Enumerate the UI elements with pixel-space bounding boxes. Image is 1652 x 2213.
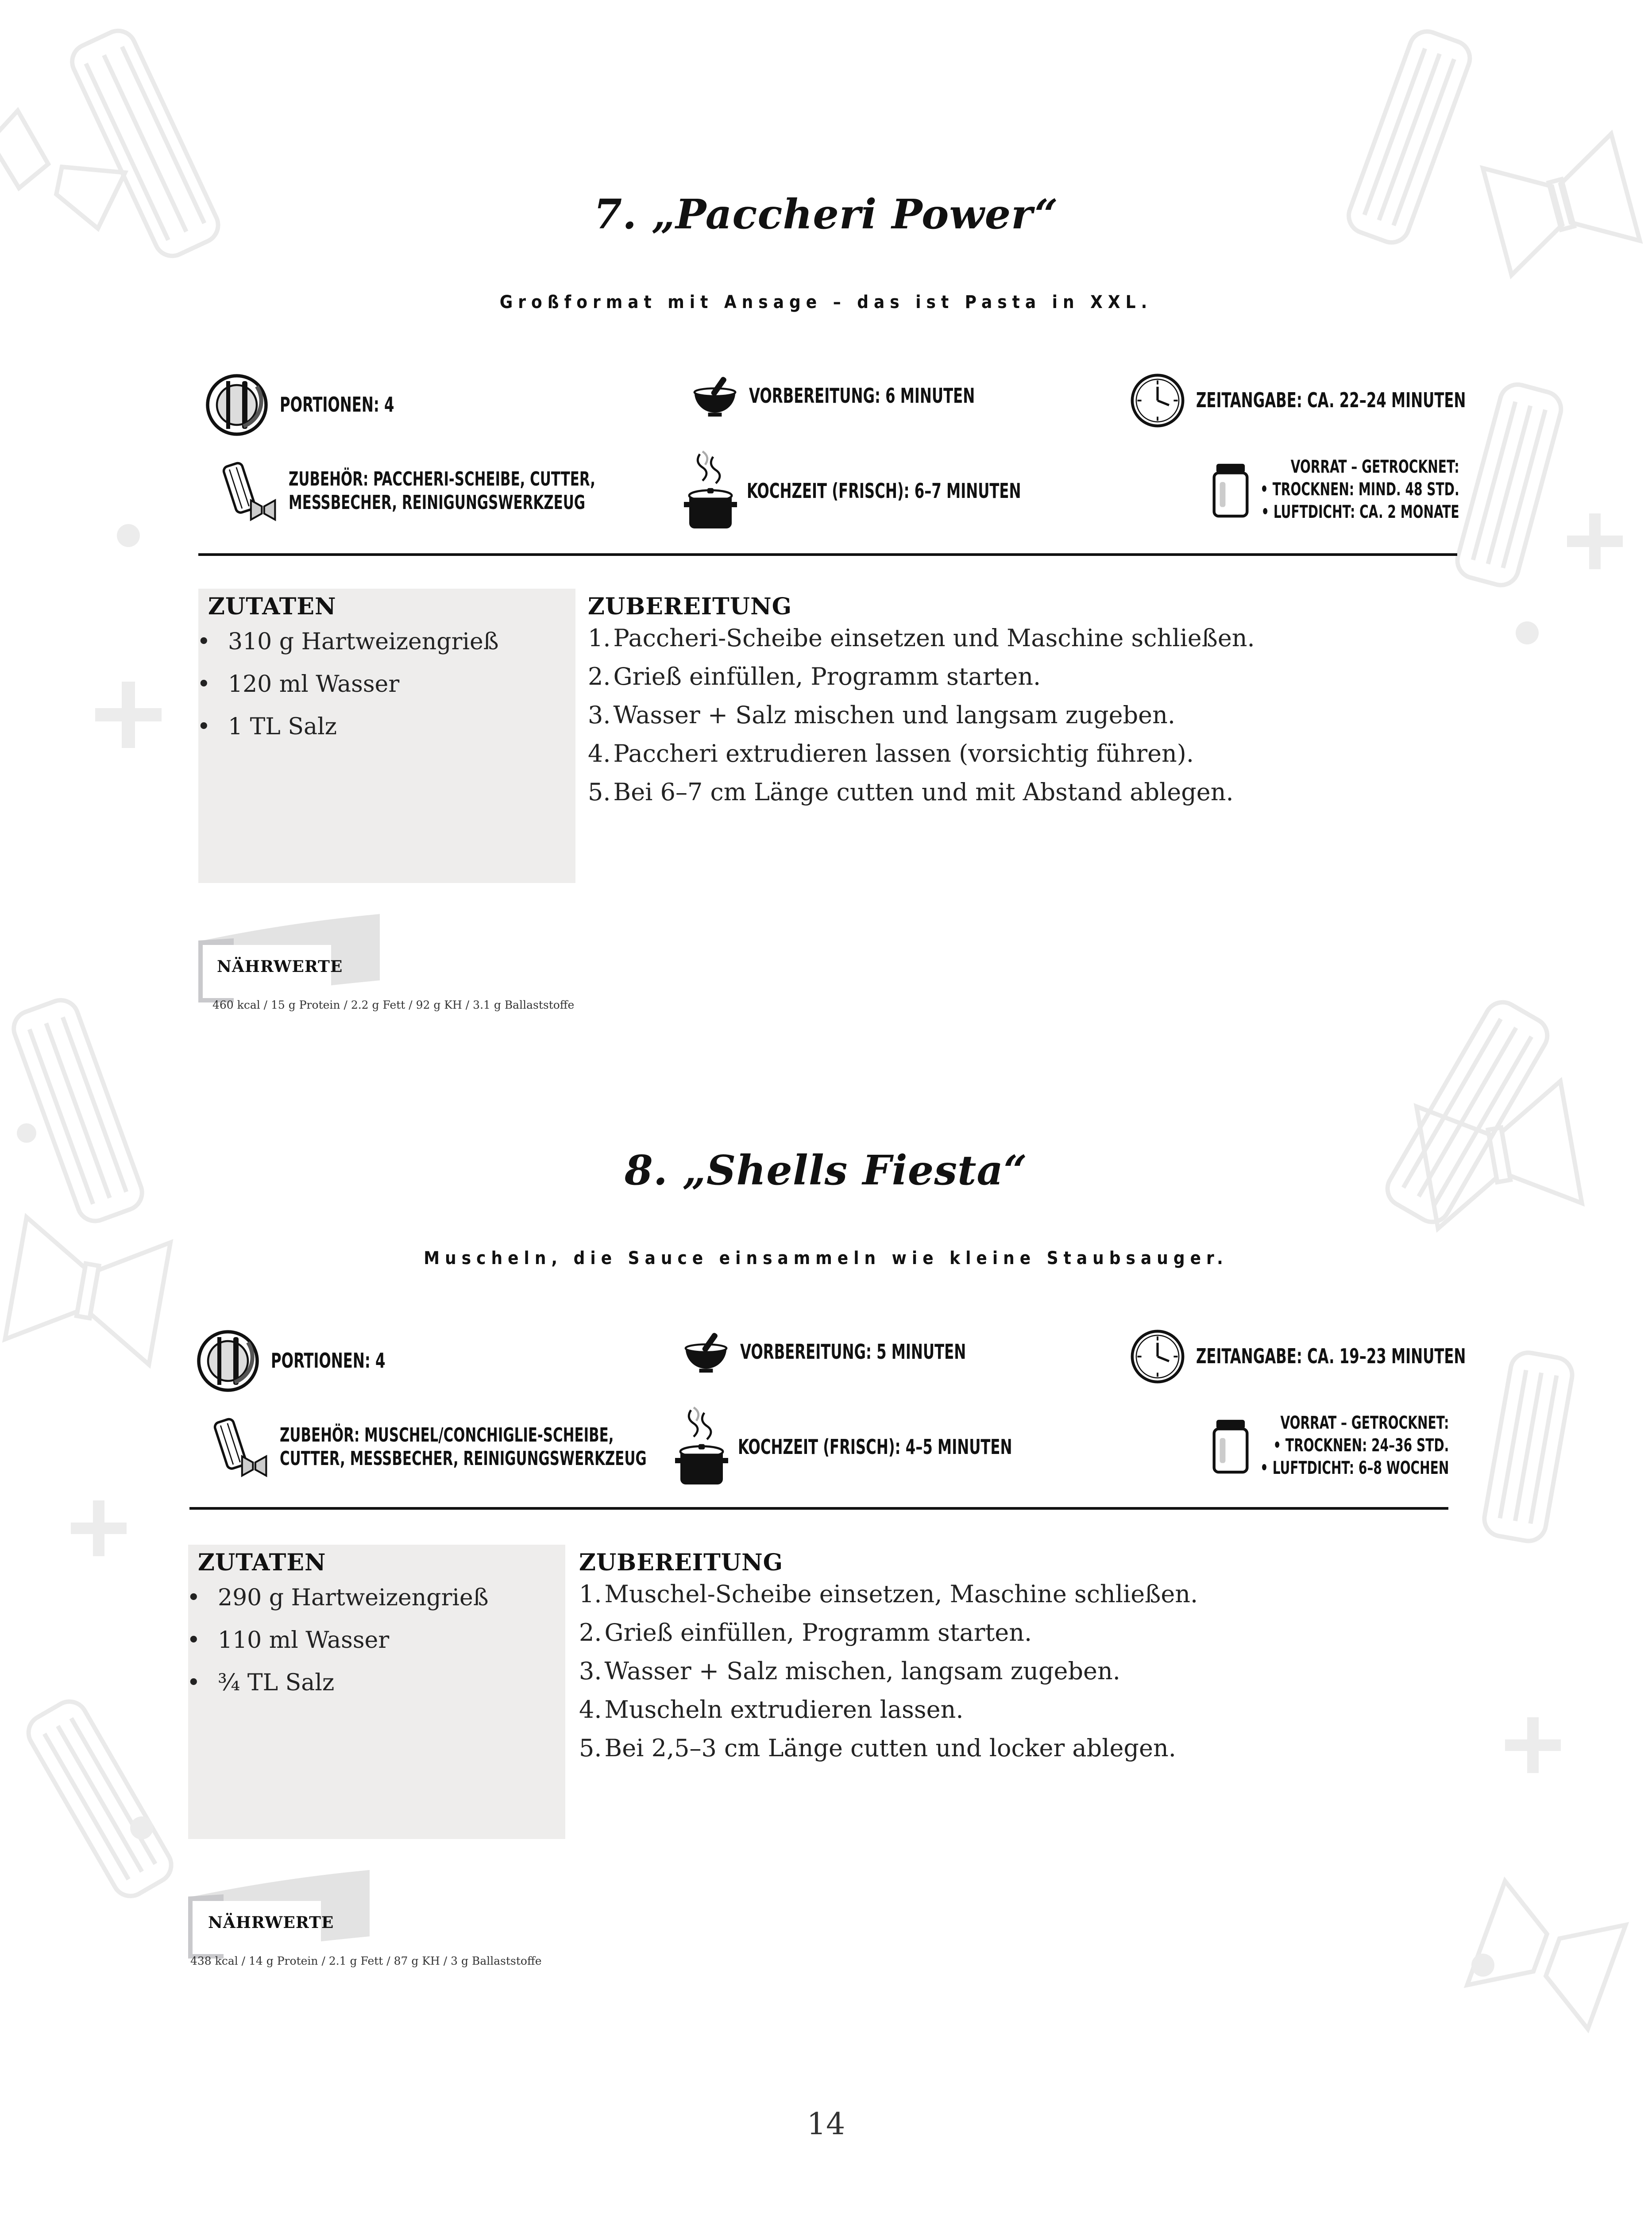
- mortar-bowl-icon: [682, 1328, 730, 1376]
- divider-line: [189, 1507, 1448, 1510]
- recipe-7: [0, 0, 1652, 1011]
- meta-vorbereitung: [682, 1328, 1030, 1376]
- step-item: 5. Bei 2,5–3 cm Länge cutten und locker ablegen.: [579, 1734, 1176, 1762]
- meta-zubehoer: [208, 1414, 750, 1480]
- vorrat-text: [1260, 456, 1459, 524]
- step-item: 3. Wasser + Salz mischen, langsam zugeben.: [579, 1657, 1120, 1685]
- step-item: 5. Bei 6–7 cm Länge cutten und mit Abstand ablegen.: [588, 778, 1234, 806]
- plate-fork-knife-icon: [195, 1328, 261, 1394]
- vorbereitung-text: VORBEREITUNG: 5 MINUTEN: [740, 1340, 966, 1364]
- zeitangabe-text: ZEITANGABE: CA. 19–23 MINUTEN: [1196, 1344, 1466, 1369]
- meta-zeitangabe: [1129, 1328, 1542, 1385]
- zutaten-list: [187, 1577, 489, 1704]
- pasta-tools-icon: [208, 1414, 270, 1480]
- recipe-title: 7. „Paccheri Power“: [594, 190, 1058, 238]
- zubehoer-line-1: ZUBEHÖR: MUSCHEL/CONCHIGLIE-SCHEIBE,: [280, 1424, 614, 1447]
- recipe-subtitle: Großformat mit Ansage – das ist Pasta in XXL.: [499, 292, 1153, 312]
- zutaten-list: [197, 621, 499, 748]
- meta-portionen: [195, 1328, 417, 1394]
- clock-icon: [1129, 1328, 1186, 1385]
- vorrat-line-3: • LUFTDICHT: CA. 2 MONATE: [1261, 502, 1459, 523]
- meta-vorbereitung: [691, 372, 1038, 420]
- meta-zubehoer: [217, 458, 682, 524]
- zubehoer-line-2: MESSBECHER, REINIGUNGSWERKZEUG: [289, 491, 586, 514]
- vorrat-text: [1260, 1412, 1449, 1480]
- vorrat-line-3: • LUFTDICHT: 6–8 WOCHEN: [1260, 1458, 1449, 1479]
- zubehoer-line-1: ZUBEHÖR: PACCHERI-SCHEIBE, CUTTER,: [289, 468, 596, 491]
- mortar-bowl-icon: [691, 372, 739, 420]
- vorrat-line-1: VORRAT – GETROCKNET:: [1280, 1413, 1449, 1433]
- storage-jar-icon: [1211, 461, 1251, 519]
- meta-vorrat: [1211, 1412, 1502, 1480]
- meta-zeitangabe: [1129, 372, 1542, 429]
- list-item: • 290 g Hartweizengrieß: [187, 1577, 489, 1619]
- step-item: 3. Wasser + Salz mischen und langsam zugeben.: [588, 701, 1176, 729]
- step-item: 1. Muschel-Scheibe einsetzen, Maschine schließen.: [579, 1580, 1198, 1608]
- list-item: • 110 ml Wasser: [187, 1619, 489, 1662]
- naehrwerte-label: NÄHRWERTE: [208, 1913, 334, 1932]
- meta-kochzeit: [675, 1403, 1089, 1492]
- step-item: 4. Muscheln extrudieren lassen.: [579, 1696, 964, 1723]
- recipe-title: 8. „Shells Fiesta“: [624, 1146, 1028, 1194]
- kochzeit-text: KOCHZEIT (FRISCH): 6–7 MINUTEN: [747, 479, 1021, 503]
- bullet-icon: •: [197, 671, 211, 698]
- divider-line: [198, 553, 1457, 556]
- step-item: 2. Grieß einfüllen, Programm starten.: [579, 1619, 1032, 1646]
- recipe-subtitle: Muscheln, die Sauce einsammeln wie kleine Staubsauger.: [424, 1248, 1228, 1268]
- zubehoer-line-2: CUTTER, MESSBECHER, REINIGUNGSWERKZEUG: [280, 1447, 647, 1470]
- zubehoer-text: [280, 1424, 647, 1471]
- page-number: 14: [807, 2107, 845, 2142]
- plate-fork-knife-icon: [204, 372, 270, 438]
- bullet-icon: •: [187, 1627, 201, 1654]
- portionen-text: PORTIONEN: 4: [271, 1349, 386, 1373]
- storage-jar-icon: [1211, 1417, 1251, 1475]
- vorrat-line-2: • TROCKNEN: 24–36 STD.: [1273, 1435, 1449, 1456]
- zubereitung-steps: [579, 1575, 1198, 1767]
- portionen-text: PORTIONEN: 4: [280, 393, 394, 417]
- steaming-pot-icon: [675, 1403, 728, 1492]
- meta-kochzeit: [684, 447, 1098, 536]
- list-item: • 1 TL Salz: [197, 706, 499, 748]
- steaming-pot-icon: [684, 447, 737, 536]
- zutaten-title: ZUTATEN: [198, 1549, 326, 1576]
- list-item: • 120 ml Wasser: [197, 663, 499, 706]
- step-item: 1. Paccheri-Scheibe einsetzen und Maschine schließen.: [588, 624, 1255, 652]
- recipe-8: [0, 956, 1652, 1967]
- zubereitung-title: ZUBEREITUNG: [588, 593, 792, 620]
- bullet-icon: •: [197, 628, 211, 655]
- vorrat-line-1: VORRAT – GETROCKNET:: [1290, 457, 1459, 477]
- vorrat-line-2: • TROCKNEN: MIND. 48 STD.: [1260, 479, 1459, 500]
- zutaten-title: ZUTATEN: [208, 593, 336, 620]
- naehrwerte-values: 460 kcal / 15 g Protein / 2.2 g Fett / 92 g KH / 3.1 g Ballaststoffe: [212, 999, 575, 1011]
- clock-icon: [1129, 372, 1186, 429]
- step-item: 2. Grieß einfüllen, Programm starten.: [588, 663, 1041, 690]
- meta-portionen: [204, 372, 426, 438]
- zubereitung-steps: [588, 619, 1255, 811]
- zubereitung-title: ZUBEREITUNG: [579, 1549, 784, 1576]
- step-item: 4. Paccheri extrudieren lassen (vorsichtig führen).: [588, 740, 1194, 767]
- list-item: • ¾ TL Salz: [187, 1662, 489, 1704]
- zeitangabe-text: ZEITANGABE: CA. 22–24 MINUTEN: [1196, 388, 1466, 413]
- bullet-icon: •: [197, 713, 211, 740]
- zubehoer-text: [289, 468, 595, 515]
- bullet-icon: •: [187, 1669, 201, 1696]
- naehrwerte-values: 438 kcal / 14 g Protein / 2.1 g Fett / 87 g KH / 3 g Ballaststoffe: [190, 1955, 542, 1967]
- naehrwerte-label: NÄHRWERTE: [217, 957, 343, 976]
- meta-vorrat: [1211, 456, 1515, 524]
- pasta-tools-icon: [217, 458, 279, 524]
- vorbereitung-text: VORBEREITUNG: 6 MINUTEN: [749, 384, 975, 408]
- list-item: • 310 g Hartweizengrieß: [197, 621, 499, 663]
- kochzeit-text: KOCHZEIT (FRISCH): 4–5 MINUTEN: [738, 1435, 1012, 1459]
- bullet-icon: •: [187, 1585, 201, 1611]
